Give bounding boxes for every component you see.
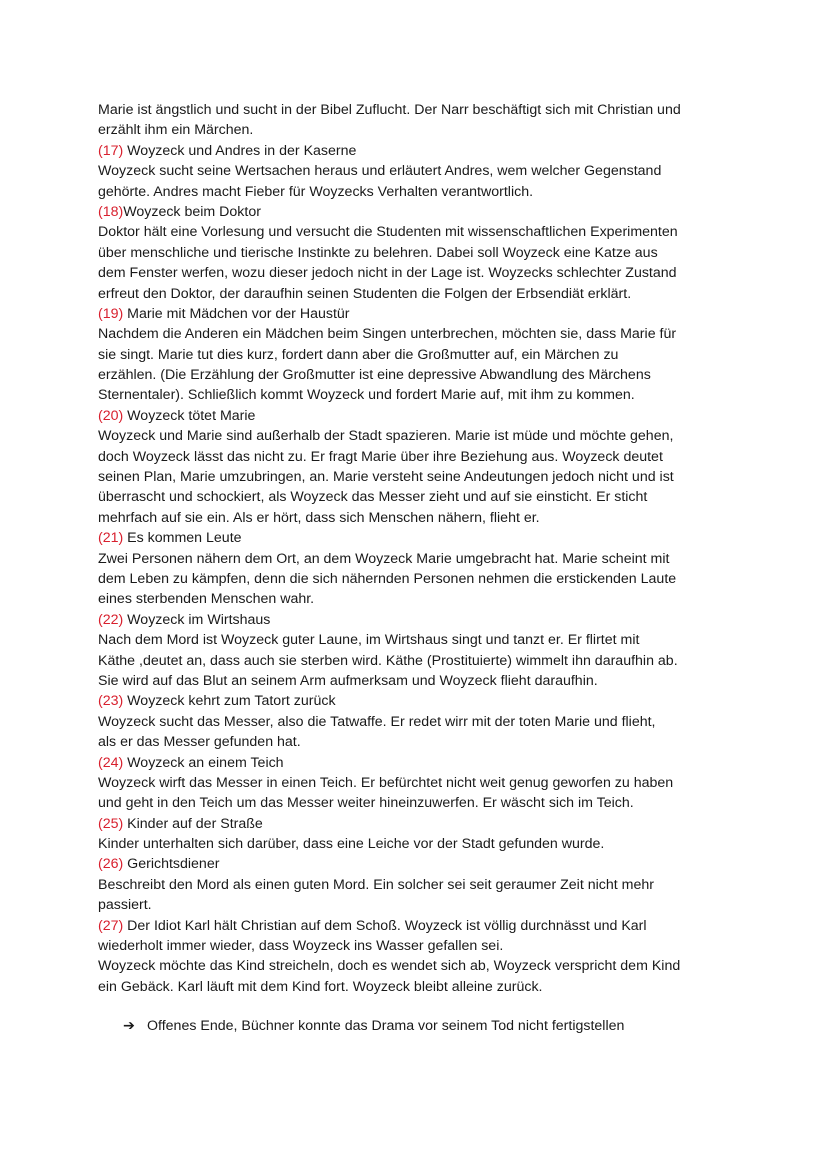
- scene-text-line: Woyzeck und Marie sind außerhalb der Stadt spazieren. Marie ist müde und möchte gehen,: [98, 428, 674, 445]
- scene-heading-18: [98, 202, 738, 222]
- scene-heading-19: [98, 304, 738, 324]
- scene-number: (22): [98, 611, 124, 628]
- scene-number: (24): [98, 754, 124, 771]
- scene-number: (19): [98, 305, 124, 322]
- scene-title: Woyzeck im Wirtshaus: [123, 611, 271, 628]
- scene-text-line: passiert.: [98, 897, 152, 914]
- scene-title: Marie mit Mädchen vor der Haustür: [123, 305, 350, 322]
- scene-number: (25): [98, 815, 124, 832]
- scene-title: Es kommen Leute: [123, 530, 242, 547]
- scene-title: Der Idiot Karl hält Christian auf dem Schoß. Woyzeck ist völlig durchnässt und Karl: [123, 917, 647, 934]
- scene-number: (20): [98, 407, 124, 424]
- scene-text-line: doch Woyzeck lässt das nicht zu. Er fragt Marie über ihre Beziehung aus. Woyzeck deutet: [98, 448, 663, 465]
- scene-text-line: Sternentaler). Schließlich kommt Woyzeck und fordert Marie auf, mit ihm zu kommen.: [98, 387, 635, 404]
- scene-heading-22: [98, 610, 738, 630]
- scene-text-line: gehörte. Andres macht Fieber für Woyzecks Verhalten verantwortlich.: [98, 183, 534, 200]
- scene-text-line: über menschliche und tierische Instinkte zu belehren. Dabei soll Woyzeck eine Katze aus: [98, 244, 658, 261]
- scene-heading-24: [98, 753, 738, 773]
- scene-number: (17): [98, 142, 124, 159]
- arrow-right-icon: ➔: [123, 1018, 135, 1034]
- scene-text-line: Kinder unterhalten sich darüber, dass eine Leiche vor der Stadt gefunden wurde.: [98, 836, 605, 853]
- scene-title: Woyzeck an einem Teich: [123, 754, 284, 771]
- scene-title: Woyzeck beim Doktor: [123, 203, 261, 220]
- scene-number: (26): [98, 856, 124, 873]
- scene-text-line: mehrfach auf sie ein. Als er hört, dass sich Menschen nähern, flieht er.: [98, 509, 540, 526]
- scene-text-line: Zwei Personen nähern dem Ort, an dem Woyzeck Marie umgebracht hat. Marie scheint mit: [98, 550, 670, 567]
- scene-heading-27: [98, 916, 738, 936]
- scene-number: (23): [98, 693, 124, 710]
- scene-text-line: Woyzeck möchte das Kind streicheln, doch es wendet sich ab, Woyzeck verspricht dem Kind: [98, 958, 681, 975]
- scene-title: Woyzeck tötet Marie: [123, 407, 256, 424]
- scene-number: (27): [98, 917, 124, 934]
- ending-text: Offenes Ende, Büchner konnte das Drama vor seinem Tod nicht fertigstellen: [147, 1018, 625, 1034]
- scene-heading-23: [98, 691, 738, 711]
- scene-heading-26: [98, 854, 738, 874]
- scene-text-line: erzählen. (Die Erzählung der Großmutter ist eine depressive Abwandlung des Märchens: [98, 367, 651, 384]
- scene-summary: [98, 100, 738, 997]
- scene-title: Kinder auf der Straße: [123, 815, 263, 832]
- scene-text-line: Beschreibt den Mord als einen guten Mord. Ein solcher sei seit geraumer Zeit nicht mehr: [98, 876, 654, 893]
- scene-text-line: dem Leben zu kämpfen, denn die sich nähernden Personen nehmen die erstickenden Laute: [98, 570, 677, 587]
- scene-title: Woyzeck kehrt zum Tatort zurück: [123, 693, 336, 710]
- ending-note: [123, 1016, 624, 1036]
- scene-text-line: Doktor hält eine Vorlesung und versucht die Studenten mit wissenschaftlichen Experimenten: [98, 224, 678, 241]
- scene-number: (21): [98, 530, 124, 547]
- scene-heading-20: [98, 406, 738, 426]
- intro-line: erzählt ihm ein Märchen.: [98, 122, 254, 139]
- scene-text-line: erfreut den Doktor, der daraufhin seinen Studenten die Folgen der Erbsendiät erklärt.: [98, 285, 632, 302]
- intro-line: Marie ist ängstlich und sucht in der Bibel Zuflucht. Der Narr beschäftigt sich mit Christian und: [98, 102, 681, 118]
- scene-text-line: seinen Plan, Marie umzubringen, an. Marie versteht seine Andeutungen jedoch nicht und ist: [98, 469, 674, 486]
- scene-text-line: Sie wird auf das Blut an seinem Arm aufmerksam und Woyzeck flieht daraufhin.: [98, 672, 598, 689]
- scene-title: Gerichtsdiener: [123, 856, 220, 873]
- scene-text-line: sie singt. Marie tut dies kurz, fordert dann aber die Großmutter auf, ein Märchen zu: [98, 346, 619, 363]
- scene-text-line: Woyzeck sucht das Messer, also die Tatwaffe. Er redet wirr mit der toten Marie und flieht,: [98, 713, 656, 730]
- scene-text-line: Käthe ,deutet an, dass auch sie sterben wird. Käthe (Prostituierte) wimmelt ihn daraufhin ab.: [98, 652, 678, 669]
- scene-text-line: Woyzeck sucht seine Wertsachen heraus und erläutert Andres, wem welcher Gegenstand: [98, 163, 662, 180]
- scene-text-line: dem Fenster werfen, wozu dieser jedoch nicht in der Lage ist. Woyzecks schlechter Zustand: [98, 265, 677, 282]
- scene-text-line: Woyzeck wirft das Messer in einen Teich. Er befürchtet nicht weit genug geworfen zu haben: [98, 774, 674, 791]
- scene-heading-25: [98, 814, 738, 834]
- scene-text-line: eines sterbenden Menschen wahr.: [98, 591, 315, 608]
- scene-title: Woyzeck und Andres in der Kaserne: [123, 142, 357, 159]
- scene-number: (18): [98, 203, 124, 220]
- scene-text-line: ein Gebäck. Karl läuft mit dem Kind fort. Woyzeck bleibt alleine zurück.: [98, 978, 543, 995]
- scene-text-line: als er das Messer gefunden hat.: [98, 734, 301, 751]
- scene-text-line: wiederholt immer wieder, dass Woyzeck ins Wasser gefallen sei.: [98, 938, 504, 955]
- scene-text-line: Nachdem die Anderen ein Mädchen beim Singen unterbrechen, möchten sie, dass Marie für: [98, 326, 677, 343]
- scene-text-line: und geht in den Teich um das Messer weiter hineinzuwerfen. Er wäscht sich im Teich.: [98, 795, 634, 812]
- scene-text-line: Nach dem Mord ist Woyzeck guter Laune, im Wirtshaus singt und tanzt er. Er flirtet mit: [98, 632, 640, 649]
- scene-heading-17: [98, 141, 738, 161]
- scene-heading-21: [98, 528, 738, 548]
- scene-text-line: überrascht und schockiert, als Woyzeck das Messer zieht und auf sie einsticht. Er sticht: [98, 489, 648, 506]
